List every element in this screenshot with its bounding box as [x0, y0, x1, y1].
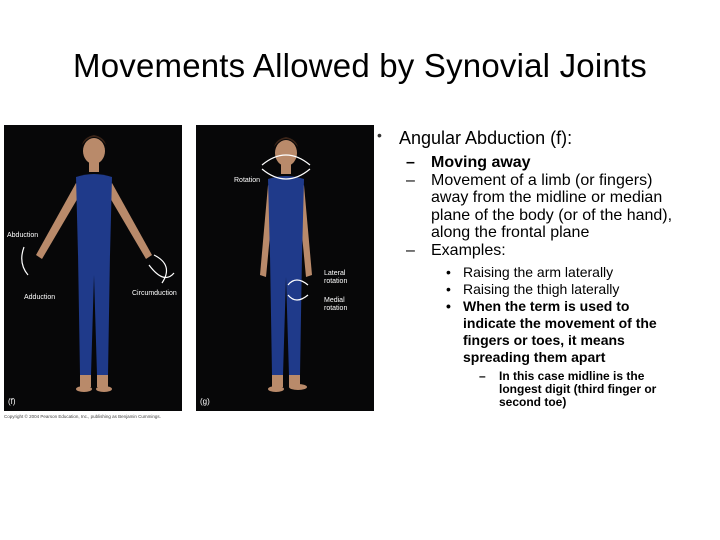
example-text: Raising the arm laterally [463, 264, 614, 280]
panel-letter-f: (f) [8, 397, 16, 406]
list-item [399, 154, 689, 172]
list-item-text: Movement of a limb (or fingers) away from the midline or median plane of the body (or of the hand), along the frontal plane [431, 171, 673, 241]
anatomy-figure-abduction [4, 125, 182, 411]
slide-title: Movements Allowed by Synovial Joints [73, 47, 647, 84]
example-item [399, 281, 689, 298]
bullet-icon: • [377, 127, 382, 143]
list-item-text: Examples: [431, 241, 506, 259]
figure-panel-f [4, 125, 182, 411]
panel-letter-g: (g) [200, 397, 210, 406]
bullet-icon: • [446, 281, 451, 297]
dash-icon: – [406, 171, 415, 189]
example-text: Raising the thigh laterally [463, 281, 620, 297]
label-abduction: Abduction [7, 232, 39, 239]
example-item [399, 264, 689, 281]
bullet-heading: Angular Abduction (f): [399, 128, 573, 148]
dash-icon: – [479, 369, 486, 383]
list-item [399, 242, 689, 260]
figure-caption: Copyright © 2004 Pearson Education, Inc., publishing as Benjamin Cummings. [4, 414, 161, 419]
label-medial-rotation: Medial rotation [324, 297, 348, 312]
dash-icon: – [406, 154, 415, 171]
label-circumduction: Circumduction [132, 290, 177, 297]
anatomy-figure-rotation [196, 125, 374, 411]
note-item [399, 370, 689, 409]
dash-icon: – [406, 241, 415, 259]
figure-panel-g [196, 125, 374, 411]
note-text: In this case midline is the longest digit (third finger or second toe) [499, 369, 657, 409]
bullet-content [399, 128, 689, 409]
label-adduction: Adduction [24, 294, 56, 301]
example-item [399, 298, 689, 366]
list-item-text: Moving away [431, 154, 531, 171]
label-lateral-rotation: Lateral rotation [324, 270, 348, 285]
label-rotation: Rotation [234, 177, 261, 184]
example-text: When the term is used to indicate the movement of the fingers or toes, it means spreading them apart [463, 298, 657, 365]
bullet-icon: • [446, 298, 451, 314]
list-item [399, 172, 689, 242]
bullet-icon: • [446, 264, 451, 280]
